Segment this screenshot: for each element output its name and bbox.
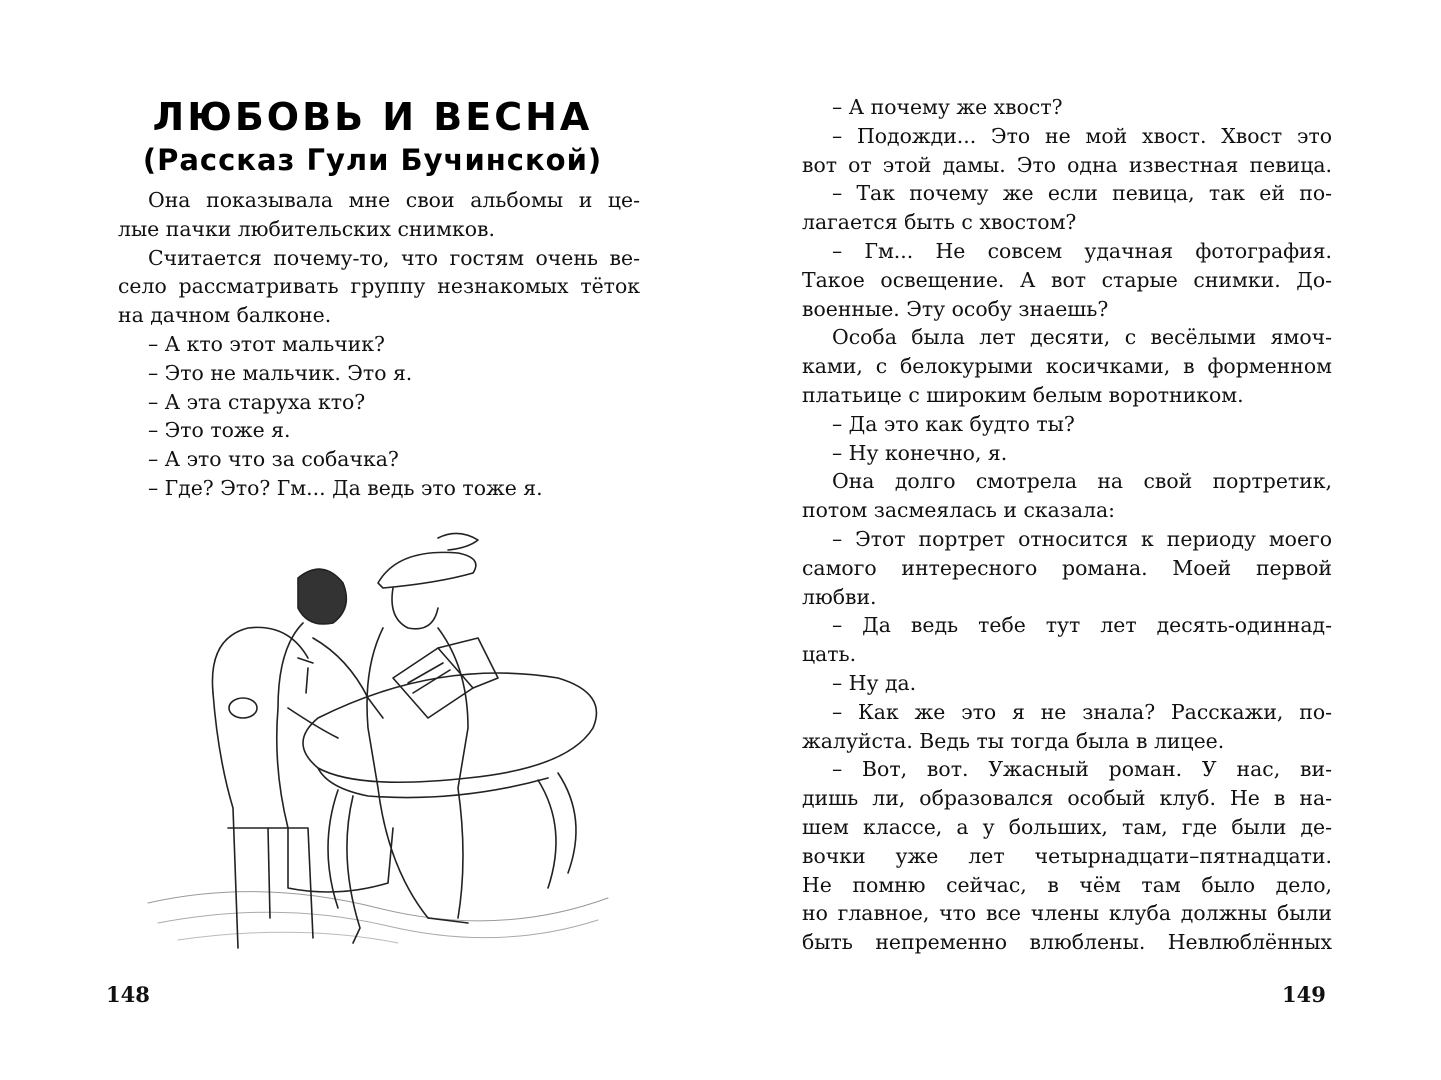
text-line: – А эта старуха кто? xyxy=(148,389,366,414)
text-line: военные. Эту особу знаешь? xyxy=(802,296,1109,321)
text-line: село рассматривать группу незнакомых тёток xyxy=(118,274,640,299)
text-line: любви. xyxy=(802,584,877,609)
text-line: – Да это как будто ты? xyxy=(832,411,1075,436)
text-line: – Ну да. xyxy=(832,670,917,695)
illustration-two-women-reading xyxy=(138,528,628,968)
chapter-subtitle: (Рассказ Гули Бучинской) xyxy=(142,143,603,177)
text-line: быть непременно влюблены. Невлюблённых xyxy=(802,930,1332,955)
right-page-text xyxy=(802,93,1332,957)
text-line: – Да ведь тебе тут лет десять-одиннад- xyxy=(832,613,1332,638)
text-line: платьице с широким белым воротником. xyxy=(802,382,1244,407)
text-line: – А кто этот мальчик? xyxy=(148,331,385,356)
text-line: Особа была лет десяти, с весёлыми ямоч- xyxy=(832,325,1332,350)
page-number-left: 148 xyxy=(106,982,150,1007)
text-line: на дачном балконе. xyxy=(118,303,332,328)
text-line: но главное, что все члены клуба должны были xyxy=(802,901,1332,926)
chapter-title: ЛЮБОВЬ И ВЕСНА xyxy=(152,95,593,139)
text-line: – А почему же хвост? xyxy=(832,95,1063,119)
text-line: – Это не мальчик. Это я. xyxy=(148,360,413,385)
text-line: Считается почему-то, что гостям очень ве- xyxy=(148,245,640,270)
text-line: вот от этой дамы. Это одна известная певица. xyxy=(802,152,1332,177)
text-line: – Где? Это? Гм... Да ведь это тоже я. xyxy=(148,475,543,500)
left-page-text xyxy=(118,186,640,503)
text-line: потом засмеялась и сказала: xyxy=(802,498,1116,523)
text-line: дишь ли, образовался особый клуб. Не в на- xyxy=(802,786,1332,811)
text-line: Такое освещение. А вот старые снимки. До- xyxy=(802,267,1332,292)
text-line: – Этот портрет относится к периоду моего xyxy=(832,526,1332,551)
text-line: самого интересного романа. Моей первой xyxy=(802,555,1332,580)
text-line: – Гм... Не совсем удачная фотография. xyxy=(832,238,1332,263)
text-line: – Ну конечно, я. xyxy=(832,440,1008,465)
text-line: шем классе, а у больших, там, где были де- xyxy=(802,814,1332,839)
text-line: – Это тоже я. xyxy=(148,418,291,443)
text-line: – А это что за собачка? xyxy=(148,447,399,472)
text-line: – Как же это я не знала? Расскажи, по- xyxy=(832,699,1332,724)
right-page xyxy=(720,0,1441,1080)
text-line: лагается быть с хвостом? xyxy=(802,210,1077,235)
text-line: жалуйста. Ведь ты тогда была в лицее. xyxy=(802,728,1225,753)
text-line: лые пачки любительских снимков. xyxy=(118,216,495,241)
page-number-right: 149 xyxy=(1282,982,1326,1007)
text-line: – Подожди... Это не мой хвост. Хвост это xyxy=(832,123,1332,148)
text-line: вочки уже лет четырнадцати–пятнадцати. xyxy=(802,843,1332,868)
text-line: – Вот, вот. Ужасный роман. У нас, ви- xyxy=(832,757,1332,782)
text-line: – Так почему же если певица, так ей по- xyxy=(832,181,1332,206)
text-line: Она долго смотрела на свой портретик, xyxy=(832,469,1332,494)
left-page xyxy=(0,0,720,1080)
text-line: Она показывала мне свои альбомы и це- xyxy=(148,188,640,212)
text-line: ками, с белокурыми косичками, в форменном xyxy=(802,354,1332,379)
text-line: цать. xyxy=(802,642,857,667)
text-line: Не помню сейчас, в чём там было дело, xyxy=(802,872,1332,897)
